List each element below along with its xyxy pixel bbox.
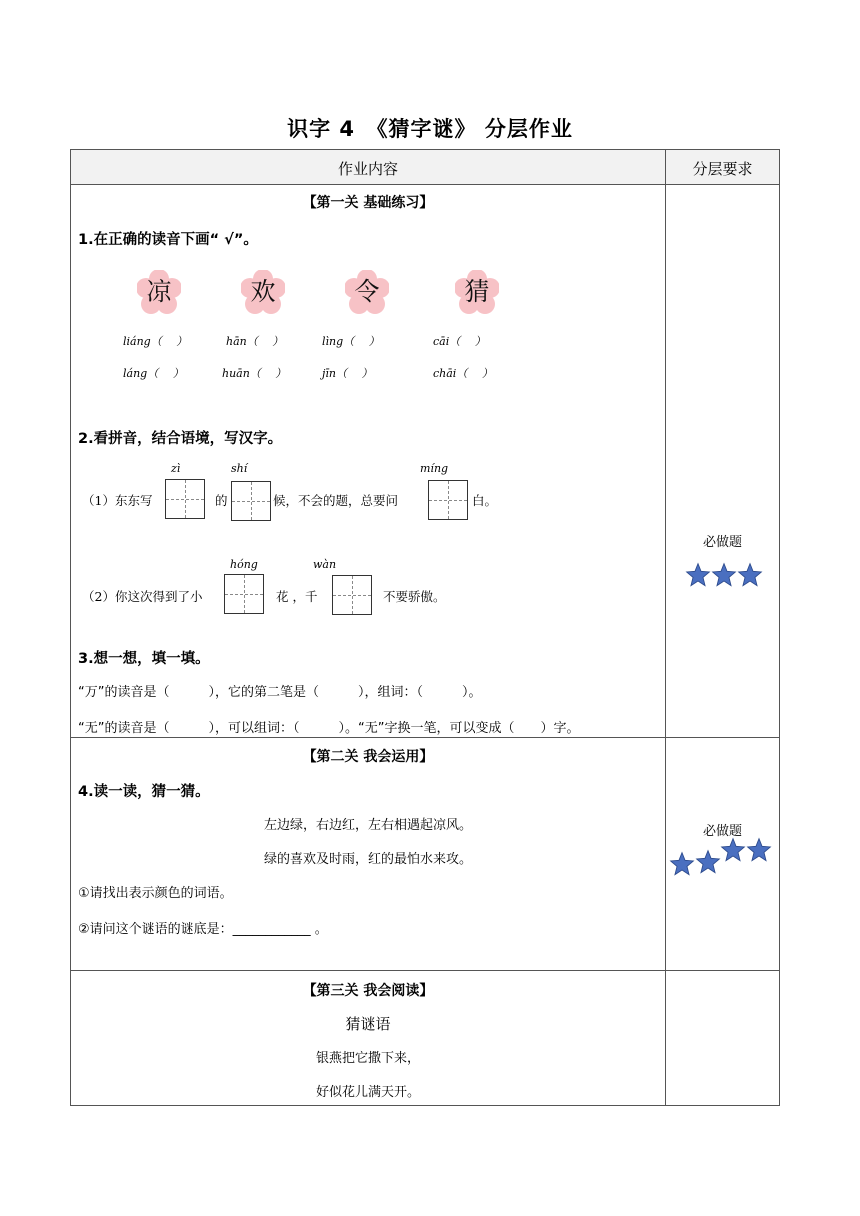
star-icon bbox=[737, 562, 763, 588]
section1-requirement: 必做题 bbox=[702, 535, 742, 550]
table-border-left bbox=[70, 149, 71, 1106]
flower-character: 猜 bbox=[464, 277, 490, 306]
sentence2-mid1: 花 ，千 bbox=[276, 589, 318, 604]
flower-char-4 bbox=[455, 270, 499, 314]
star-icon bbox=[695, 849, 721, 875]
sentence2-suffix: 不要骄傲。 bbox=[383, 589, 446, 604]
q1-title: 1.在正确的读音下画“ √”。 bbox=[78, 232, 258, 248]
section2-divider bbox=[70, 970, 780, 971]
flower-character: 令 bbox=[354, 277, 380, 306]
q3-line1: “万”的读音是（ ），它的第二笔是（ ），组词：（ ）。 bbox=[78, 685, 482, 700]
star-icon bbox=[720, 837, 746, 863]
pinyin-option[interactable]: liáng（ ） bbox=[123, 335, 188, 348]
writing-box[interactable] bbox=[332, 575, 372, 615]
star-icon bbox=[746, 837, 772, 863]
table-header-divider bbox=[70, 184, 780, 185]
q4-sub2: ②请问这个谜语的谜底是：____________ 。 bbox=[78, 922, 328, 937]
star-icon bbox=[685, 562, 711, 588]
riddle-line1: 左边绿，右边红，左右相遇起凉风。 bbox=[263, 818, 472, 833]
pinyin-hint: shí bbox=[231, 462, 248, 475]
poem-title: 猜谜语 bbox=[345, 1015, 391, 1033]
q2-title: 2.看拼音，结合语境，写汉字。 bbox=[78, 431, 283, 447]
pinyin-hint: wàn bbox=[313, 558, 337, 571]
section2-requirement: 必做题 bbox=[702, 824, 742, 839]
column-header-requirement: 分层要求 bbox=[692, 160, 753, 178]
section3-heading: 【第三关 我会阅读】 bbox=[302, 983, 434, 999]
pinyin-option[interactable]: cāi（ ） bbox=[433, 335, 486, 348]
flower-char-1 bbox=[137, 270, 181, 314]
pinyin-hint: míng bbox=[420, 462, 449, 475]
q4-sub1: ①请找出表示颜色的词语。 bbox=[78, 886, 233, 901]
table-column-divider bbox=[665, 149, 666, 1106]
pinyin-option[interactable]: hān（ ） bbox=[226, 335, 284, 348]
poem-line2: 好似花儿满天开。 bbox=[315, 1085, 420, 1100]
section1-heading: 【第一关 基础练习】 bbox=[302, 195, 434, 211]
writing-box[interactable] bbox=[224, 574, 264, 614]
sentence1-mid2: 候，不会的题，总要问 bbox=[273, 493, 399, 508]
star-icon bbox=[711, 562, 737, 588]
writing-box[interactable] bbox=[165, 479, 205, 519]
table-border-right bbox=[779, 149, 780, 1106]
poem-line1: 银燕把它撒下来， bbox=[315, 1051, 420, 1066]
section2-heading: 【第二关 我会运用】 bbox=[302, 749, 434, 765]
pinyin-hint: zì bbox=[171, 462, 181, 475]
pinyin-option[interactable]: lìng（ ） bbox=[322, 335, 380, 348]
column-header-content: 作业内容 bbox=[337, 160, 398, 178]
star-icon bbox=[669, 851, 695, 877]
sentence1-mid1: 的 bbox=[215, 493, 228, 508]
pinyin-option[interactable]: huān（ ） bbox=[222, 367, 287, 380]
sentence2-prefix: （2）你这次得到了小 bbox=[82, 589, 203, 604]
pinyin-option[interactable]: jīn（ ） bbox=[322, 367, 373, 380]
flower-char-3 bbox=[345, 270, 389, 314]
riddle-line2: 绿的喜欢及时雨，红的最怕水来攻。 bbox=[263, 852, 472, 867]
page-title: 识字 4 《猜字谜》 分层作业 bbox=[287, 117, 573, 141]
table-border-bottom bbox=[70, 1105, 780, 1106]
section1-divider bbox=[70, 737, 780, 738]
flower-char-2 bbox=[241, 270, 285, 314]
writing-box[interactable] bbox=[428, 480, 468, 520]
pinyin-option[interactable]: láng（ ） bbox=[123, 367, 184, 380]
writing-box[interactable] bbox=[231, 481, 271, 521]
table-border-top bbox=[70, 149, 780, 150]
flower-character: 凉 bbox=[146, 277, 172, 306]
q4-title: 4.读一读，猜一猜。 bbox=[78, 784, 210, 800]
q3-line2: “无”的读音是（ ），可以组词：（ ）。“无”字换一笔，可以变成（ ）字。 bbox=[78, 721, 580, 736]
flower-character: 欢 bbox=[250, 277, 276, 306]
sentence1-suffix: 白。 bbox=[472, 493, 498, 508]
sentence1-prefix: （1）东东写 bbox=[82, 493, 153, 508]
pinyin-hint: hóng bbox=[230, 558, 258, 571]
q3-title: 3.想一想，填一填。 bbox=[78, 651, 210, 667]
pinyin-option[interactable]: chāi（ ） bbox=[433, 367, 493, 380]
